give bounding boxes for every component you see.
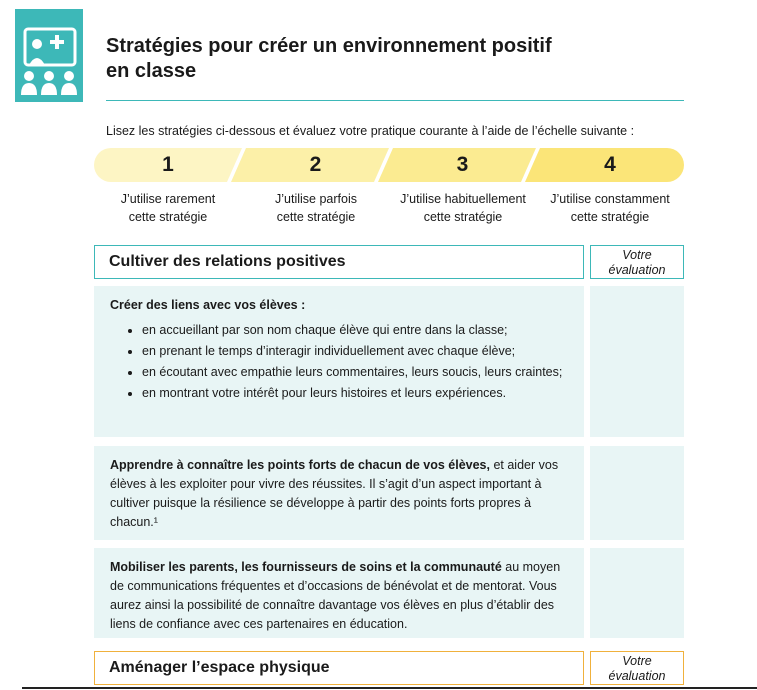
- scale-label-4: J’utilise constamment cette stratégie: [550, 192, 670, 224]
- page-title-line1: Stratégies pour créer un environnement positif: [106, 35, 552, 57]
- scale-labels: [94, 190, 684, 230]
- list-item: • en écoutant avec empathie leurs commentaires, leurs soucis, leurs craintes;: [142, 363, 568, 382]
- list-item: • en accueillant par son nom chaque élève qui entre dans la classe;: [142, 321, 568, 340]
- strategy-lead: Créer des liens avec vos élèves :: [110, 298, 306, 312]
- evaluation-input-3[interactable]: [590, 548, 684, 638]
- scale-number-3: 3: [456, 153, 469, 176]
- rating-scale: [94, 148, 684, 182]
- intro-text: Lisez les stratégies ci-dessous et évaluez votre pratique courante à l’aide de l’échelle suivante :: [106, 124, 635, 138]
- page-title-line2: en classe: [106, 60, 197, 82]
- strategy-bold-text: Apprendre à connaître les points forts de chacun de vos élèves,: [110, 458, 490, 472]
- scale-label-1: J’utilise rarement cette stratégie: [120, 192, 216, 224]
- page-title: [106, 34, 666, 84]
- strategy-bold-text: Mobiliser les parents, les fournisseurs de soins et la communauté: [110, 560, 502, 574]
- scale-number-4: 4: [604, 153, 616, 176]
- section-heading-relations: Cultiver des relations positives: [94, 245, 584, 279]
- evaluation-header: Votre évaluation: [590, 651, 684, 685]
- scale-label-2: J’utilise parfois cette stratégie: [275, 192, 357, 224]
- strategy-card-create-links: [94, 286, 584, 437]
- strategy-text: et aider vos élèves à les exploiter pour vivre des réussites. Il s’agit d’un aspect important à cultiver puisque la résilience se développe à partir des points forts propres à chacun.¹: [110, 458, 559, 529]
- strategy-card-parents: [94, 548, 584, 638]
- evaluation-input-2[interactable]: [590, 446, 684, 540]
- list-item: • en prenant le temps d’interagir individuellement avec chaque élève;: [142, 342, 568, 361]
- evaluation-input-1[interactable]: [590, 286, 684, 437]
- section-heading-physical-space: Aménager l’espace physique: [94, 651, 584, 685]
- scale-label-3: J’utilise habituellement cette stratégie: [400, 192, 526, 224]
- scale-number-1: 1: [162, 153, 174, 176]
- strategy-text: au moyen de communications fréquentes et d’occasions de bénévolat et de mentorat. Vous aurez ainsi la possibilité de connaître davantage vos élèves en plus d’établir des liens de confiance avec ces partenaires en éducation.: [110, 560, 561, 631]
- page-bottom-border: [22, 687, 757, 689]
- scale-number-2: 2: [309, 153, 322, 176]
- strategy-bullets: [110, 321, 568, 403]
- classroom-icon: [15, 9, 83, 102]
- title-divider: [106, 100, 684, 101]
- list-item: • en montrant votre intérêt pour leurs histoires et leurs expériences.: [142, 384, 568, 403]
- evaluation-header: Votre évaluation: [590, 245, 684, 279]
- strategy-card-strengths: [94, 446, 584, 540]
